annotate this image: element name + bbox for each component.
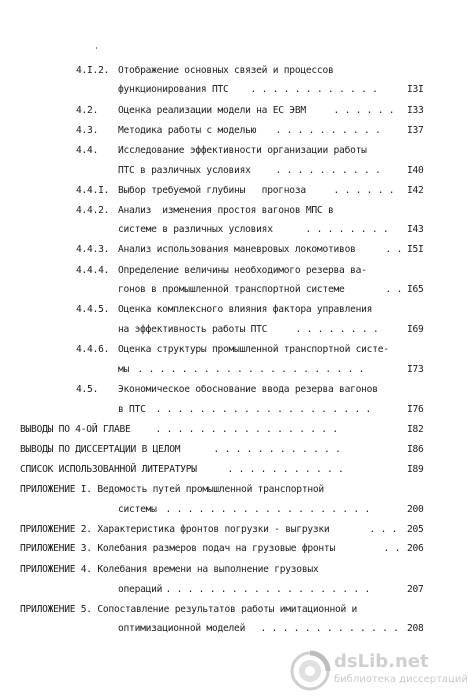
page-number: I73 bbox=[407, 364, 424, 375]
entry-title: Экономическое обоснование ввода резерва вагонов bbox=[118, 384, 378, 395]
entry-title: ПРИЛОЖЕНИЕ I. Ведомость путей промышленной транспортной bbox=[20, 484, 324, 495]
entry-title: ПРИЛОЖЕНИЕ 3. Колебания размеров подач на грузовые фронты bbox=[20, 543, 335, 554]
watermark bbox=[290, 651, 468, 691]
toc-entry-line bbox=[0, 342, 450, 357]
entry-title-cont: ПТС в различных условиях bbox=[118, 165, 251, 176]
page-number: I65 bbox=[407, 284, 424, 295]
toc-entry-line bbox=[0, 203, 450, 218]
toc-entry-line bbox=[0, 82, 450, 97]
dslib-logo-icon bbox=[290, 651, 330, 691]
entry-title-cont: системе в различных условиях bbox=[118, 224, 273, 235]
entry-title-cont: оптимизационной моделей bbox=[118, 623, 246, 634]
toc-entry-line bbox=[0, 562, 450, 577]
entry-title: Оценка реализации модели на ЕС ЭВМ bbox=[118, 105, 306, 116]
entry-title: ВЫВОДЫ ПО 4-ОЙ ГЛАВЕ bbox=[20, 424, 131, 435]
section-number: 4.4. bbox=[76, 145, 99, 156]
toc-entry-line bbox=[0, 183, 450, 198]
page-number: 205 bbox=[407, 524, 424, 535]
leader-dots: . . . . . . . . . . bbox=[270, 165, 381, 176]
toc-entry-line bbox=[0, 282, 450, 297]
entry-title: Анализ изменения простоя вагонов МПС в bbox=[118, 205, 334, 216]
entry-title: Методика работы с моделью bbox=[118, 125, 257, 136]
page-number: I3I bbox=[407, 84, 424, 95]
page-number: I33 bbox=[407, 105, 424, 116]
entry-title-cont: в ПТС bbox=[118, 404, 146, 415]
toc-entry-line bbox=[0, 362, 450, 377]
page-number: 208 bbox=[407, 623, 424, 634]
entry-title: Анализ использования маневровых локомотивов bbox=[118, 244, 356, 255]
section-number: 4.3. bbox=[76, 125, 99, 136]
toc-entry-line bbox=[0, 222, 450, 237]
section-number: 4.4.I. bbox=[76, 185, 110, 196]
entry-title: ВЫВОДЫ ПО ДИССЕРТАЦИИ В ЦЕЛОМ bbox=[20, 444, 181, 455]
toc-entry-line bbox=[0, 442, 450, 457]
toc-entry-line bbox=[0, 382, 450, 397]
section-number: 4.I.2. bbox=[76, 65, 110, 76]
toc-entry-line bbox=[0, 462, 450, 477]
page-number: I43 bbox=[407, 224, 424, 235]
entry-title: Отображение основных связей и процессов bbox=[118, 65, 334, 76]
page-number: I69 bbox=[407, 324, 424, 335]
leader-dots: . . . . . . . . . . . . . . . . . bbox=[150, 424, 338, 435]
page-number: I86 bbox=[407, 444, 424, 455]
entry-title: ПРИЛОЖЕНИЕ 4. Колебания времени на выполнение грузовых bbox=[20, 564, 319, 575]
page-number: I42 bbox=[407, 185, 424, 196]
leader-dots: . . bbox=[378, 543, 401, 554]
page-number: I5I bbox=[407, 244, 424, 255]
leader-dots: . . . bbox=[364, 524, 398, 535]
leader-dots: . . . . . . bbox=[328, 185, 395, 196]
page-number: 206 bbox=[407, 543, 424, 554]
section-number: 4.4.2. bbox=[76, 205, 110, 216]
toc-entry-line bbox=[0, 621, 450, 636]
leader-dots: . . . . . . . . . . . . . . . . . . . bbox=[160, 504, 370, 515]
toc-entry-line bbox=[0, 502, 450, 517]
leader-dots: . . . . . . . . . . . . bbox=[245, 84, 378, 95]
leader-dots: . . . . . . . . . . . . . . . . . . . . bbox=[150, 404, 372, 415]
entry-title-cont: мы bbox=[118, 364, 130, 375]
entry-title: Определение величины необходимого резерва ва- bbox=[118, 265, 367, 276]
watermark-subtitle: библиотека диссертаций bbox=[334, 674, 468, 685]
page-number: I82 bbox=[407, 424, 424, 435]
section-number: 4.4.6. bbox=[76, 344, 110, 355]
toc-entry-line bbox=[0, 302, 450, 317]
section-number: 4.5. bbox=[76, 384, 99, 395]
toc-entry-line bbox=[0, 582, 450, 597]
toc-entry-line bbox=[0, 103, 450, 118]
entry-title: Исследование эффективности организации работы bbox=[118, 145, 367, 156]
stray-mark: ' bbox=[94, 46, 99, 55]
toc-entry-line bbox=[0, 242, 450, 257]
leader-dots: . . bbox=[380, 284, 403, 295]
entry-title: СПИСОК ИСПОЛЬЗОВАННОЙ ЛИТЕРАТУРЫ bbox=[20, 464, 197, 475]
entry-title-cont: функционирования ПТС bbox=[118, 84, 229, 95]
leader-dots: . . . . . . . . bbox=[300, 224, 389, 235]
entry-title: ПРИЛОЖЕНИЕ 5. Сопоставление результатов работы имитационной и bbox=[20, 604, 358, 615]
page-number: I89 bbox=[407, 464, 424, 475]
toc-entry-line bbox=[0, 402, 450, 417]
entry-title: Оценка структуры промышленной транспортной систе- bbox=[118, 344, 389, 355]
entry-title-cont: на эффективность работы ПТС bbox=[118, 324, 268, 335]
toc-entry-line bbox=[0, 482, 450, 497]
section-number: 4.4.4. bbox=[76, 265, 110, 276]
leader-dots: . . . . . . . . . . . . bbox=[208, 444, 341, 455]
leader-dots: . . bbox=[380, 244, 403, 255]
toc-entry-line bbox=[0, 63, 450, 78]
leader-dots: . . . . . . . . . . bbox=[270, 125, 381, 136]
page-number: 200 bbox=[407, 504, 424, 515]
toc-entry-line bbox=[0, 123, 450, 138]
page-number: I40 bbox=[407, 165, 424, 176]
entry-title-cont: операций bbox=[118, 584, 163, 595]
entry-title-cont: системы bbox=[118, 504, 157, 515]
page-number: I37 bbox=[407, 125, 424, 136]
leader-dots: . . . . . . . . . . . . . . . . . . . bbox=[160, 584, 370, 595]
leader-dots: . . . . . . . . . . . bbox=[222, 464, 344, 475]
leader-dots: . . . . . . . . . . . . . bbox=[255, 623, 399, 634]
section-number: 4.4.3. bbox=[76, 244, 110, 255]
entry-title: ПРИЛОЖЕНИЕ 2. Характеристика фронтов погрузки - выгрузки bbox=[20, 524, 330, 535]
page-number: 207 bbox=[407, 584, 424, 595]
toc-entry-line bbox=[0, 422, 450, 437]
toc-entry-line bbox=[0, 541, 450, 556]
entry-title: Оценка комплексного влияния фактора управления bbox=[118, 304, 373, 315]
page-number: I76 bbox=[407, 404, 424, 415]
toc-entry-line bbox=[0, 602, 450, 617]
toc-entry-line bbox=[0, 322, 450, 337]
entry-title-cont: гонов в промышленной транспортной системе bbox=[118, 284, 345, 295]
entry-title: Выбор требуемой глубины прогноза bbox=[118, 185, 306, 196]
toc-entry-line bbox=[0, 163, 450, 178]
toc-entry-line bbox=[0, 143, 450, 158]
toc-entry-line bbox=[0, 263, 450, 278]
toc-entry-line bbox=[0, 522, 450, 537]
watermark-title: dsLib.net bbox=[334, 651, 429, 672]
section-number: 4.2. bbox=[76, 105, 99, 116]
section-number: 4.4.5. bbox=[76, 304, 110, 315]
leader-dots: . . . . . . . . . . . . . . . . . . . . . bbox=[132, 364, 365, 375]
leader-dots: . . . . . . bbox=[328, 105, 395, 116]
leader-dots: . . . . . . . . bbox=[290, 324, 379, 335]
